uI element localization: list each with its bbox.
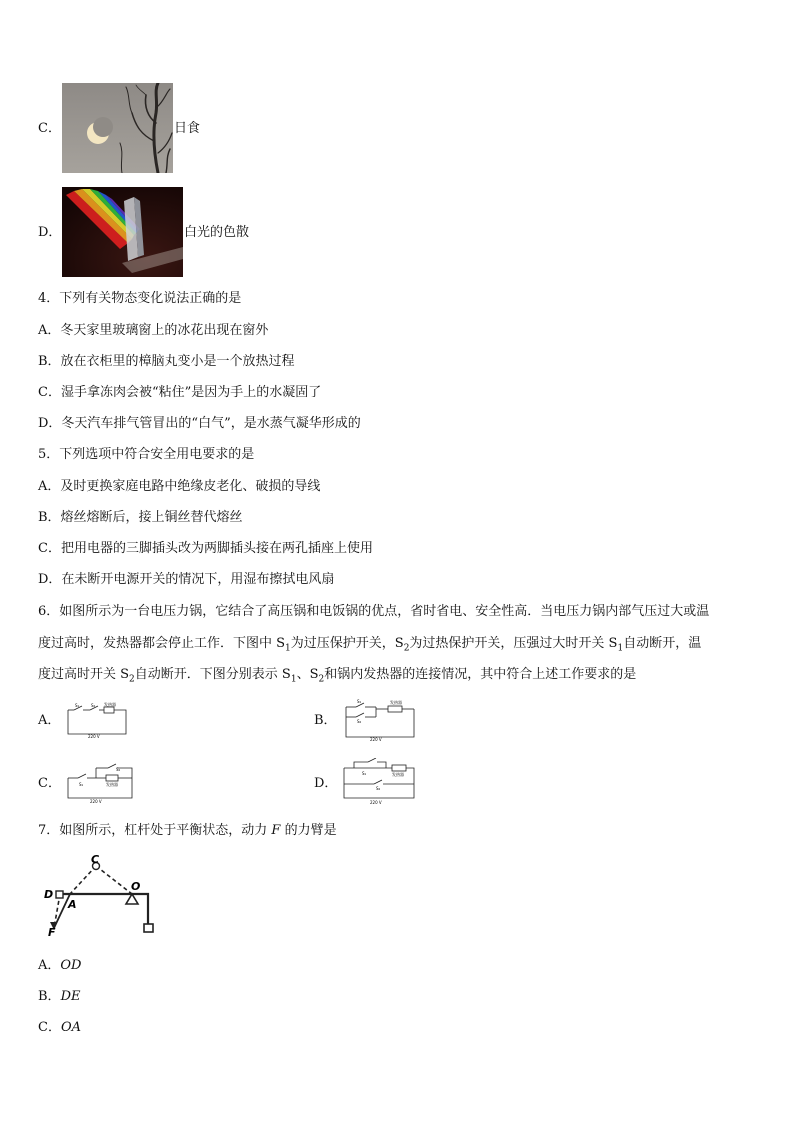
svg-text:220 V: 220 V [88,734,100,739]
label-f: F [48,926,56,938]
q4-option-c: C．湿手拿冻肉会被“粘住”是因为手上的水凝固了 [38,385,322,400]
svg-text:S₁: S₁ [79,782,84,787]
svg-text:S₂: S₂ [116,767,121,772]
q4-option-a: A．冬天家里玻璃窗上的冰花出现在窗外 [38,323,269,338]
option-c-letter: C． [38,121,61,136]
q7-option-a: A．OD [38,958,82,973]
svg-text:发热器: 发热器 [390,700,402,705]
eclipse-photo [62,83,173,173]
label-d: D [44,888,54,901]
q5-option-c: C．把用电器的三脚插头改为两脚插头接在两孔插座上使用 [38,541,373,556]
svg-text:发热器: 发热器 [106,782,118,787]
q6-option-a-letter: A． [38,713,61,728]
q5-stem: 5．下列选项中符合安全用电要求的是 [38,447,255,462]
option-d-letter: D． [38,225,62,240]
svg-text:220 V: 220 V [370,800,382,805]
q5-option-d: D．在未断开电源开关的情况下，用湿布擦拭电风扇 [38,572,335,587]
q6-option-b-letter: B． [314,713,337,728]
q7-stem: 7．如图所示，杠杆处于平衡状态，动力 F 的力臂是 [38,823,337,838]
q6-option-c-letter: C． [38,776,61,791]
q5-option-b: B．熔丝熔断后，接上铜丝替代熔丝 [38,510,243,525]
label-a: A [68,898,77,911]
q6-option-d-letter: D． [314,776,338,791]
label-o: O [131,880,141,893]
prism-dispersion-photo [62,187,183,277]
q4-option-d: D．冬天汽车排气管冒出的“白气”，是水蒸气凝华形成的 [38,416,361,431]
label-c: C [91,853,100,866]
circuit-diagram-a [64,702,132,742]
circuit-diagram-b [340,697,420,743]
q6-stem-line3: 度过高时开关 $S_2$自动断开．下图分别表示 $S_1$、$S_2$和锅内发热器的连接情况，其中符合上述工作要求的是 [38,667,637,685]
svg-text:发热器: 发热器 [392,772,404,777]
q7-option-c: C．OA [38,1020,81,1035]
q6-stem-line2: 度过高时，发热器都会停止工作．下图中 $S_1$为过压保护开关，$S_2$为过热保护开关，压强过大时开关 $S_1$自动断开，温 [38,636,702,654]
circuit-diagram-d [340,758,420,806]
svg-text:发热器: 发热器 [104,702,116,707]
option-c-caption: 日食 [174,121,201,136]
q4-option-b: B．放在衣柜里的樟脑丸变小是一个放热过程 [38,354,295,369]
svg-text:S₂: S₂ [91,703,96,708]
svg-text:S₁: S₁ [357,699,362,704]
svg-text:220 V: 220 V [90,799,102,804]
svg-text:S₂: S₂ [376,786,381,791]
svg-text:S₁: S₁ [362,771,367,776]
q6-stem-line1: 6．如图所示为一台电压力锅，它结合了高压锅和电饭锅的优点，省时省电、安全性高．当电压力锅内部气压过大或温 [38,604,710,619]
q5-option-a: A．及时更换家庭电路中绝缘皮老化、破损的导线 [38,479,321,494]
q7-option-b: B．DE [38,989,81,1004]
circuit-diagram-c [64,762,138,806]
lever-diagram [40,852,165,938]
svg-text:220 V: 220 V [370,737,382,742]
svg-text:S₂: S₂ [357,719,362,724]
svg-text:S₁: S₁ [75,703,80,708]
q4-stem: 4．下列有关物态变化说法正确的是 [38,291,242,306]
option-d-caption: 白光的色散 [184,225,250,240]
